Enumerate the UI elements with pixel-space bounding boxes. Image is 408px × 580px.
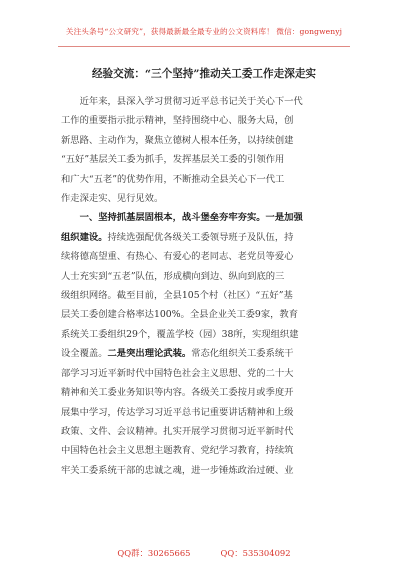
section1-heading-line <box>61 208 348 227</box>
section1-text: 持续选强配优各级关工委领导班子及队伍，持 <box>107 231 294 243</box>
section1-line: 中国特色社会主义思想主题教育、党纪学习教育，持续筑 <box>61 445 294 457</box>
document-title: 经验交流：“三个坚持”推动关工委工作走深走实 <box>91 68 317 80</box>
section1-line: 精神和关工委业务知识等内容。各级关工委按月或季度开 <box>61 387 294 399</box>
subheading-theory: 二是突出理论武装。 <box>107 348 192 360</box>
section1-line: 系统关工委组织29个，覆盖学校（园）38所，实现组织建 <box>61 328 299 340</box>
section1-line: 续将德高望重、有热心、有爱心的老同志、老党员等爱心 <box>61 251 294 263</box>
subheading-organization-part1: 一是加强 <box>265 212 303 224</box>
section1-line: 展集中学习，传达学习习近平总书记重要讲话精神和上级 <box>61 406 294 418</box>
section1-line: 级组织网络。截至目前，全县105个村（社区）“五好”基 <box>61 290 293 302</box>
section1-line: 政策、文件、会议精神。扎实开展学习贯彻习近平新时代 <box>61 425 294 437</box>
footer-qq: QQ：535304092 <box>220 548 291 558</box>
intro-line: 作走深走实、见行见效。 <box>61 193 164 205</box>
section1-heading: 一、坚持抓基层固根本，战斗堡垒夯牢夯实。 <box>79 212 266 224</box>
intro-line: 和广大“五老”的优势作用，不断推动全县关心下一代工 <box>61 173 285 185</box>
intro-line: “五好”基层关工委为抓手，发挥基层关工委的引领作用 <box>61 154 285 166</box>
section1-paragraph <box>61 208 348 480</box>
section1-line <box>61 228 348 247</box>
intro-line: 新思路、主动作为，聚焦立德树人根本任务，以持续创建 <box>61 134 294 146</box>
section1-line: 层关工委创建合格率达100%。全县企业关工委9家，教育 <box>61 309 299 321</box>
intro-paragraph <box>61 92 348 208</box>
section1-line: 部学习习近平新时代中国特色社会主义思想、党的二十大 <box>61 367 294 379</box>
section1-text: 设全覆盖。 <box>61 348 108 360</box>
header-banner: 关注头条号“公文研究”，获得最新最全最专业的公文资料库！ 微信：gongwenyj <box>65 27 343 36</box>
subheading-organization-part2: 组织建设。 <box>61 231 108 243</box>
section1-line <box>61 344 348 363</box>
document-body <box>61 92 348 480</box>
header-divider <box>58 46 350 47</box>
footer-qq-group: QQ群：30265665 <box>117 548 191 558</box>
section1-text: 常态化组织关工委系统干 <box>191 348 294 360</box>
intro-line: 近年来，县深入学习贯彻习近平总书记关于关心下一代 <box>79 96 303 107</box>
section1-line: 人士充实到“五老”队伍，形成横向到边、纵向到底的三 <box>61 270 285 282</box>
intro-line: 工作的重要指示批示精神，坚持围绕中心、服务大局，创 <box>61 115 294 127</box>
footer-contact <box>0 547 408 559</box>
section1-line: 牢关工委系统干部的忠诚之魂，进一步锤炼政治过硬、业 <box>61 464 294 476</box>
